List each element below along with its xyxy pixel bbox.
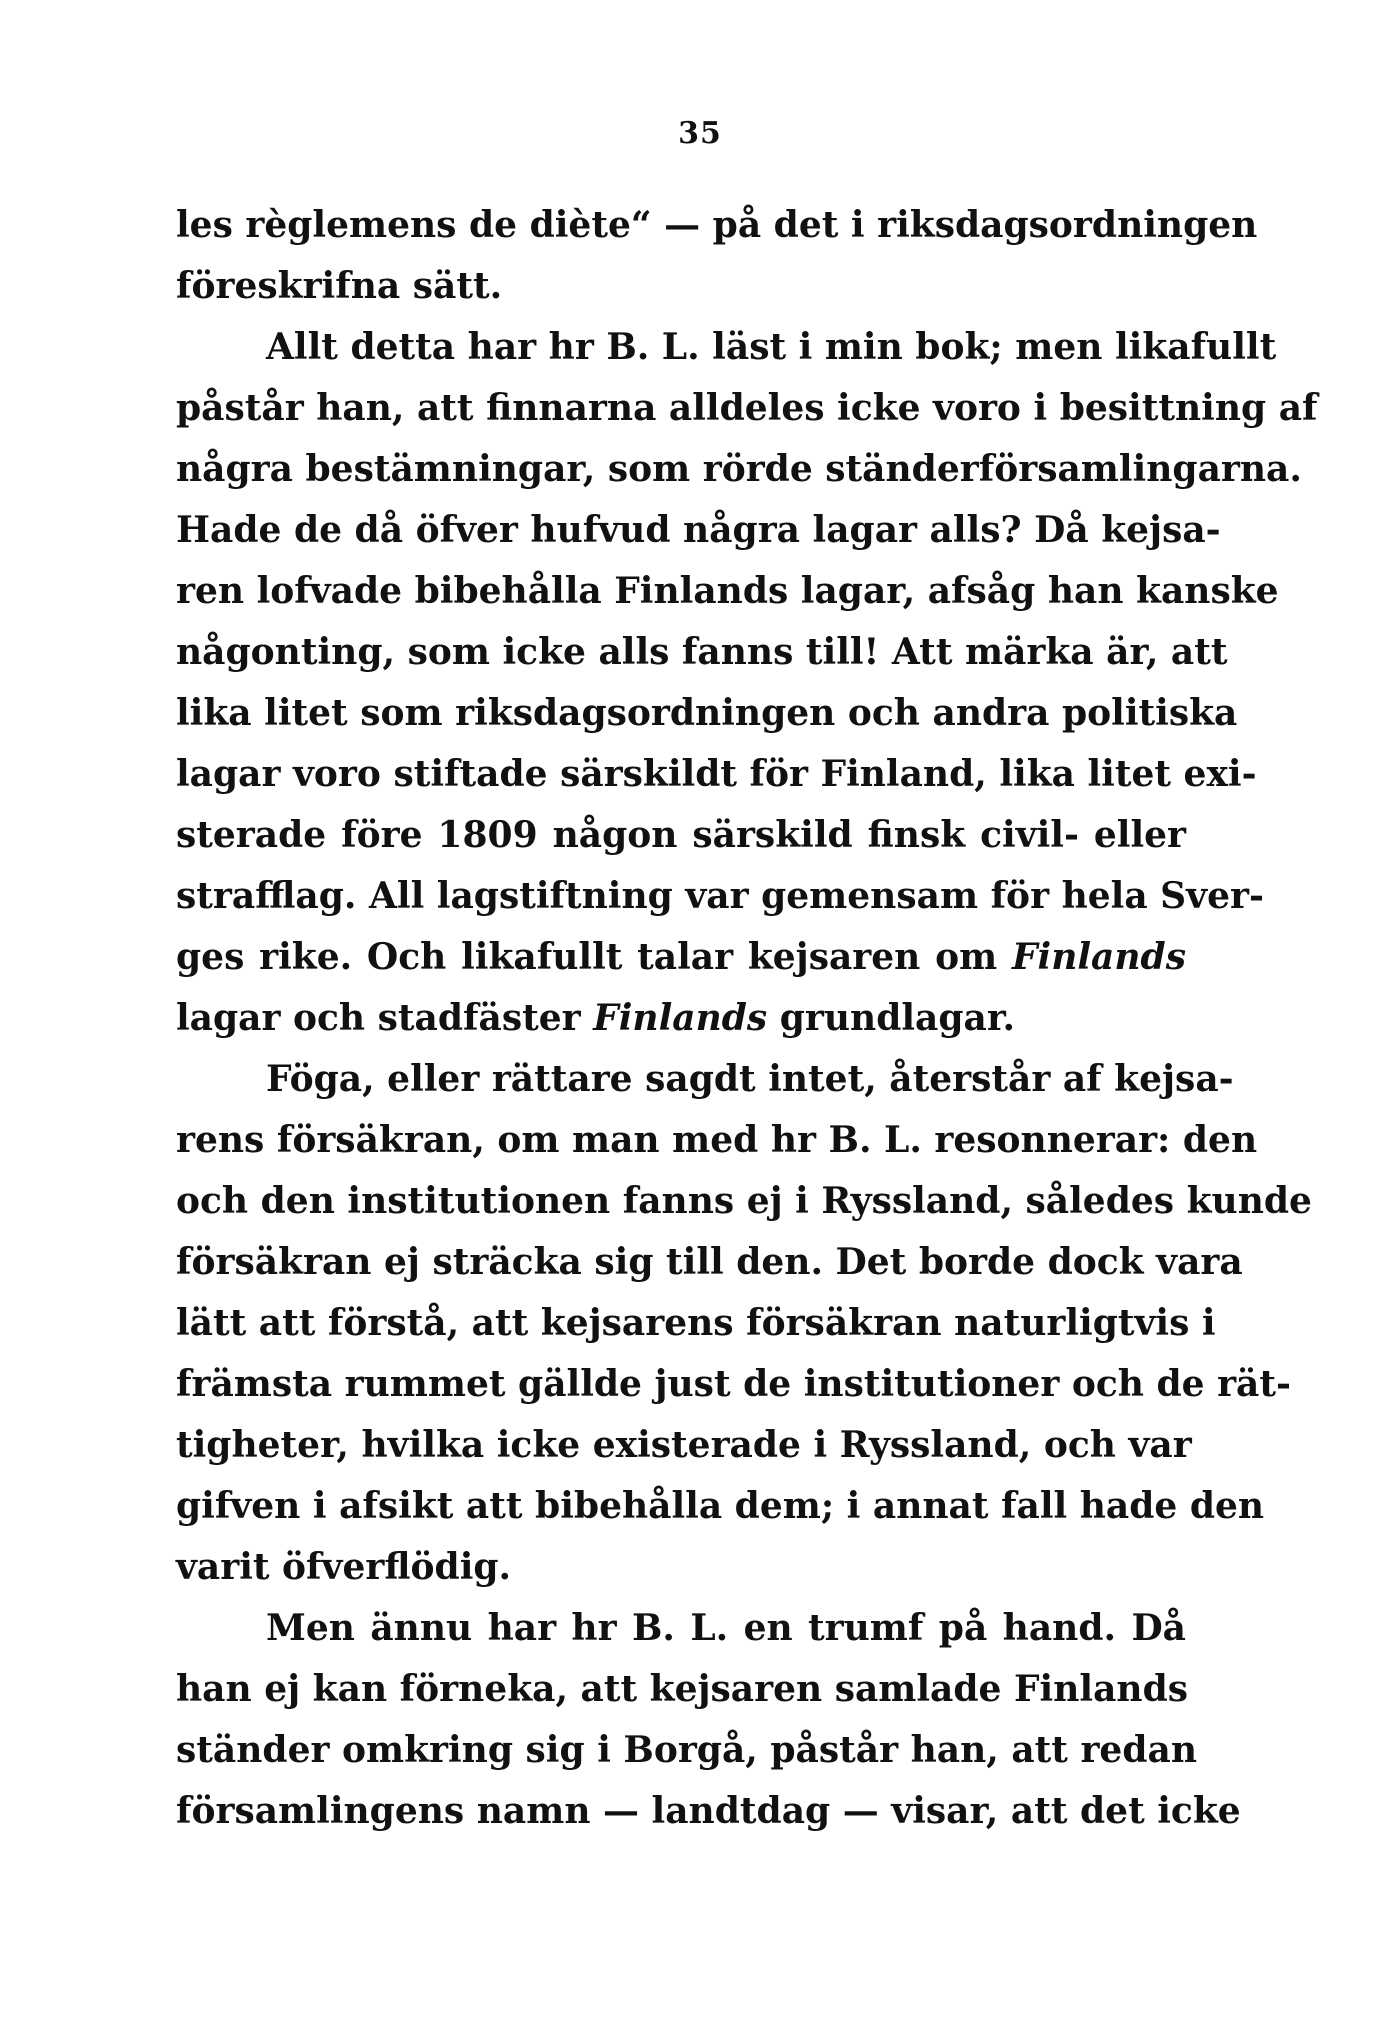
paragraph (176, 195, 1258, 317)
text-line: lika litet som riksdagsordningen och andra politiska (176, 692, 1238, 734)
text-line: Föga, eller rättare sagdt intet, återstår af kejsa- (266, 1058, 1234, 1100)
text-line: någonting, som icke alls fanns till! Att märka är, att (176, 631, 1228, 673)
text-line: och den institutionen fanns ej i Ryssland, således kunde (176, 1180, 1312, 1222)
text-line: församlingens namn — landtdag — visar, att det icke (176, 1790, 1241, 1832)
body-text (176, 195, 1318, 1842)
text-line: sterade före 1809 någon särskild finsk civil- eller (176, 814, 1186, 856)
text-line: strafflag. All lagstiftning var gemensam för hela Sver- (176, 875, 1264, 917)
text-line: försäkran ej sträcka sig till den. Det borde dock vara (176, 1241, 1243, 1283)
text-line: rens försäkran, om man med hr B. L. resonnerar: den (176, 1119, 1258, 1161)
paragraph (176, 317, 1318, 1049)
text-line: föreskrifna sätt. (176, 265, 503, 307)
text-line: gifven i afsikt att bibehålla dem; i annat fall hade den (176, 1485, 1265, 1527)
text-line: lätt att förstå, att kejsarens försäkran naturligtvis i (176, 1302, 1216, 1344)
page-number: 35 (678, 116, 722, 151)
text-line: främsta rummet gällde just de institutioner och de rät- (176, 1363, 1291, 1405)
text-line: påstår han, att finnarna alldeles icke voro i besittning af (176, 387, 1318, 429)
text-line: lagar och stadfäster Finlands grundlagar. (176, 997, 1016, 1039)
text-line: lagar voro stiftade särskildt för Finland, lika litet exi- (176, 753, 1257, 795)
text-line: varit öfverflödig. (176, 1546, 512, 1588)
text-line: ren lofvade bibehålla Finlands lagar, afsåg han kanske (176, 570, 1279, 612)
text-line: tigheter, hvilka icke existerade i Ryssland, och var (176, 1424, 1192, 1466)
text-line: ges rike. Och likafullt talar kejsaren om Finlands (176, 936, 1186, 978)
text-line: ständer omkring sig i Borgå, påstår han, att redan (176, 1729, 1197, 1771)
text-line: Hade de då öfver hufvud några lagar alls? Då kejsa- (176, 509, 1221, 551)
paragraph (176, 1598, 1241, 1842)
text-line: några bestämningar, som rörde ständerförsamlingarna. (176, 448, 1302, 490)
text-line: Men ännu har hr B. L. en trumf på hand. Då (266, 1607, 1186, 1649)
text-line: han ej kan förneka, att kejsaren samlade Finlands (176, 1668, 1189, 1710)
paragraph (176, 1049, 1312, 1598)
text-line: Allt detta har hr B. L. läst i min bok; men likafullt (266, 326, 1277, 368)
text-line: les règlemens de diète“ — på det i riksdagsordningen (176, 204, 1258, 246)
